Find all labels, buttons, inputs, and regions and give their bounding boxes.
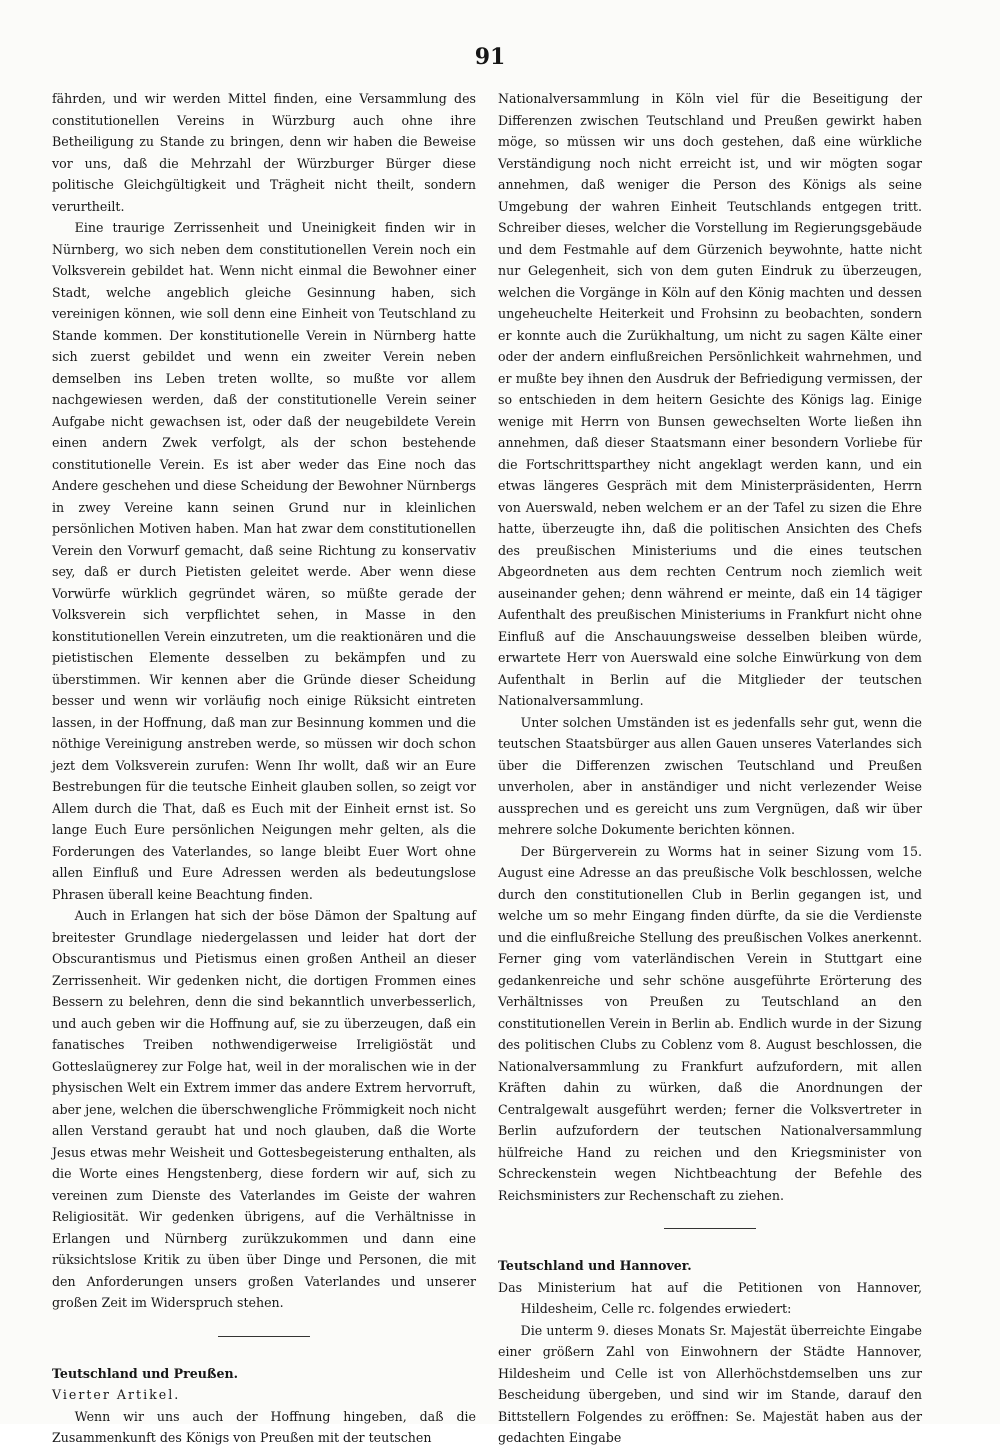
right-column bbox=[498, 88, 922, 1449]
section-heading-preussen: Teutschland und Preußen. bbox=[52, 1365, 239, 1381]
right-paragraph-5: Die unterm 9. dieses Monats Sr. Majestät überreichte Eingabe einer größern Zahl von Einwohnern der Städte Hannover, Hildesheim und Celle ist von Allerhöchstdemselben uns zur Bescheidung übergeben, und sind wir im Stande, darauf den Bittstellern Folgendes zu eröffnen: Se. Majestät haben aus der gedachten Eingabe bbox=[498, 1322, 922, 1445]
right-paragraph-2: Unter solchen Umständen ist es jedenfalls sehr gut, wenn die teutschen Staatsbürger aus allen Gauen unseres Vaterlandes sich über die Differenzen zwischen Teutschland und Preußen unverholen, aber in anständiger und nicht verlezender Weise aussprechen und es gereicht uns zum Vergnügen, daß wir über mehrere solche Dokumente berichten können. bbox=[498, 714, 922, 837]
left-paragraph-2: Eine traurige Zerrissenheit und Uneinigkeit finden wir in Nürnberg, wo sich neben dem constitutionellen Verein noch ein Volksverein gebildet hat. Wenn nicht einmal die Bewohner einer Stadt, welche angeblich gleiche Gesinnung haben, sich vereinigen können, wie soll denn eine Einheit von Teutschland zu Stande kommen. Der konstitutionelle Verein in Nürnberg hatte sich zuerst gebildet und wenn ein zweiter Verein neben demselben ins Leben treten wollte, so mußte vor allem nachgewiesen werden, daß der constitutionelle Verein seiner Aufgabe nicht gewachsen ist, oder daß der neugebildete Verein einen andern Zwek verfolgt, als der schon bestehende constitutionelle Verein. Es ist aber weder das Eine noch das Andere geschehen und diese Scheidung der Bewohner Nürnbergs in zwey Vereine kann seinen Grund nur in kleinlichen persönlichen Motiven haben. Man hat zwar dem constitutionellen Verein den Vorwurf gemacht, daß seine Richtung zu konservativ sey, daß er durch Pietisten geleitet werde. Aber wenn diese Vorwürfe würklich gegründet wären, so müßte gerade der Volksverein sich verpflichtet sehen, in Masse in den konstitutionellen Verein einzutreten, um die reaktionären und die pietistischen Elemente desselben zu bekämpfen und zu überstimmen. Wir kennen aber die Gründe dieser Scheidung besser und wenn wir vorläufig noch einige Rüksicht eintreten lassen, in der Hoffnung, daß man zur Besinnung kommen und die nöthige Vereinigung anstreben werde, so müssen wir doch schon jezt dem Volksverein zurufen: Wenn Ihr wollt, daß wir an Eure Bestrebungen für die teutsche Einheit glauben sollen, so zeigt vor Allem durch die That, daß es Euch mit der Einheit ernst ist. So lange Euch Eure persönlichen Neigungen mehr gelten, als die Forderungen des Vaterlandes, so lange bleibt Euer Wort ohne allen Einfluß und Eure Adressen werden als bedeutungslose Phrasen überall keine Beachtung finden. bbox=[52, 220, 476, 902]
section-subheading: Vierter Artikel. bbox=[52, 1387, 181, 1402]
left-column bbox=[52, 88, 476, 1449]
left-paragraph-1: fährden, und wir werden Mittel finden, eine Versammlung des constitutionellen Vereins in Würzburg auch ohne ihre Betheiligung zu Stande zu bringen, denn wir haben die Beweise vor uns, daß die Mehrzahl der Würzburger Bürger diese politische Gleichgültigkeit und Trägheit nicht theilt, sondern verurtheilt. bbox=[52, 91, 476, 214]
section-heading-hannover: Teutschland und Hannover. bbox=[498, 1258, 692, 1273]
left-paragraph-4: Wenn wir uns auch der Hoffnung hingeben, daß die Zusammenkunft des Königs von Preußen mit der teutschen bbox=[52, 1408, 476, 1445]
page-number: 91 bbox=[474, 44, 506, 70]
section-divider bbox=[664, 1228, 756, 1229]
right-paragraph-1: Nationalversammlung in Köln viel für die Beseitigung der Differenzen zwischen Teutschland und Preußen gewirkt haben möge, so müssen wir uns doch gestehen, daß eine würkliche Verständigung noch nicht erreicht ist, und wir mögten sogar annehmen, daß weniger die Person des Königs als seine Umgebung der wahren Einheit Teutschlands entgegen tritt. Schreiber dieses, welcher die Vorstellung im Regierungsgebäude und dem Festmahle auf dem Gürzenich beywohnte, hatte nicht nur Gelegenheit, sich von dem guten Eindruk zu überzeugen, welchen die Vorgänge in Köln auf den König machten und dessen ungeheuchelte Heiterkeit und Frohsinn zu beobachten, sondern er konnte auch die Zurükhaltung, um nicht zu sagen Kälte einer oder der andern einflußreichen Persönlichkeit wahrnehmen, und er mußte bey ihnen den Ausdruk der Befriedigung vermissen, der so entschieden in dem heitern Gesichte des Königs lag. Einige wenige mit Herrn von Bunsen gewechselten Worte ließen ihn annehmen, daß dieser Staatsmann einer besondern Vorliebe für die Fortschrittsparthey nicht angeklagt werden kann, und ein etwas längeres Gespräch mit dem Ministerpräsidenten, Herrn von Auerswald, neben welchem er an der Tafel zu sizen die Ehre hatte, überzeugte ihn, daß die politischen Ansichten des Chefs des preußischen Ministeriums und die eines teutschen Abgeordneten aus dem rechten Centrum noch ziemlich weit auseinander gehen; denn während er meinte, daß ein 14 tägiger Aufenthalt des preußischen Ministeriums in Frankfurt nicht ohne Einfluß auf die Anschauungsweise desselben bleiben würde, erwartete Herr von Auerswald eine solche Einwürkung von dem Aufenthalt in Berlin auf die Mitglieder der teutschen Nationalversammlung. bbox=[498, 91, 922, 708]
left-paragraph-3: Auch in Erlangen hat sich der böse Dämon der Spaltung auf breitester Grundlage niedergelassen und leider hat dort der Obscurantismus und Pietismus einen großen Antheil an dieser Zerrissenheit. Wir gedenken nicht, die dortigen Frommen eines Bessern zu belehren, denn die sind bekanntlich unverbesserlich, und auch geben wir die Hoffnung auf, sie zu überzeugen, daß ein fanatisches Treiben nothwendigerweise Irreligiöstät und Gotteslaügnerey zur Folge hat, weil in der moralischen wie in der physischen Welt ein Extrem immer das andere Extrem hervorruft, aber jene, welchen die überschwengliche Frömmigkeit noch nicht allen Verstand geraubt hat und noch glauben, daß die Worte Jesus etwas mehr Weisheit und Gottesbegeisterung enthalten, als die Worte eines Hengstenberg, diese fordern wir auf, sich zu vereinen zum Dienste des Vaterlandes im Geiste der wahren Religiosität. Wir gedenken übrigens, auf die Verhältnisse in Erlangen und Nürnberg zurükzukommen und dann eine rüksichtslose Kritik zu üben über Dinge und Personen, die mit den Anforderungen unsers großen Vaterlandes und unserer großen Zeit im Widerspruch stehen. bbox=[52, 908, 476, 1310]
right-paragraph-3: Der Bürgerverein zu Worms hat in seiner Sizung vom 15. August eine Adresse an das preußische Volk beschlossen, welche durch den constitutionellen Club in Berlin gegangen ist, und welche um so mehr Eingang finden dürfte, da sie die Verdienste und die einflußreiche Stellung des preußischen Volkes anerkennt. Ferner ging vom vaterländischen Verein in Stuttgart eine gedankenreiche und sehr schöne ausgeführte Erörterung des Verhältnisses von Preußen zu Teutschland an den constitutionellen Verein in Berlin ab. Endlich wurde in der Sizung des politischen Clubs zu Coblenz vom 8. August beschlossen, die Nationalversammlung zu Frankfurt aufzufordern, mit allen Kräften dahin zu würken, daß die Anordnungen der Centralgewalt ausgeführt werden; ferner die Volksvertreter in Berlin aufzufordern der teutschen Nationalversammlung hülfreiche Hand zu reichen und den Kriegsminister von Schreckenstein wegen Nichtbeachtung der Befehle des Reichsministers zur Rechenschaft zu ziehen. bbox=[498, 843, 922, 1203]
right-paragraph-4: Das Ministerium hat auf die Petitionen von Hannover, Hildesheim, Celle rc. folgendes erwiedert: bbox=[498, 1279, 922, 1316]
section-divider bbox=[218, 1336, 310, 1337]
